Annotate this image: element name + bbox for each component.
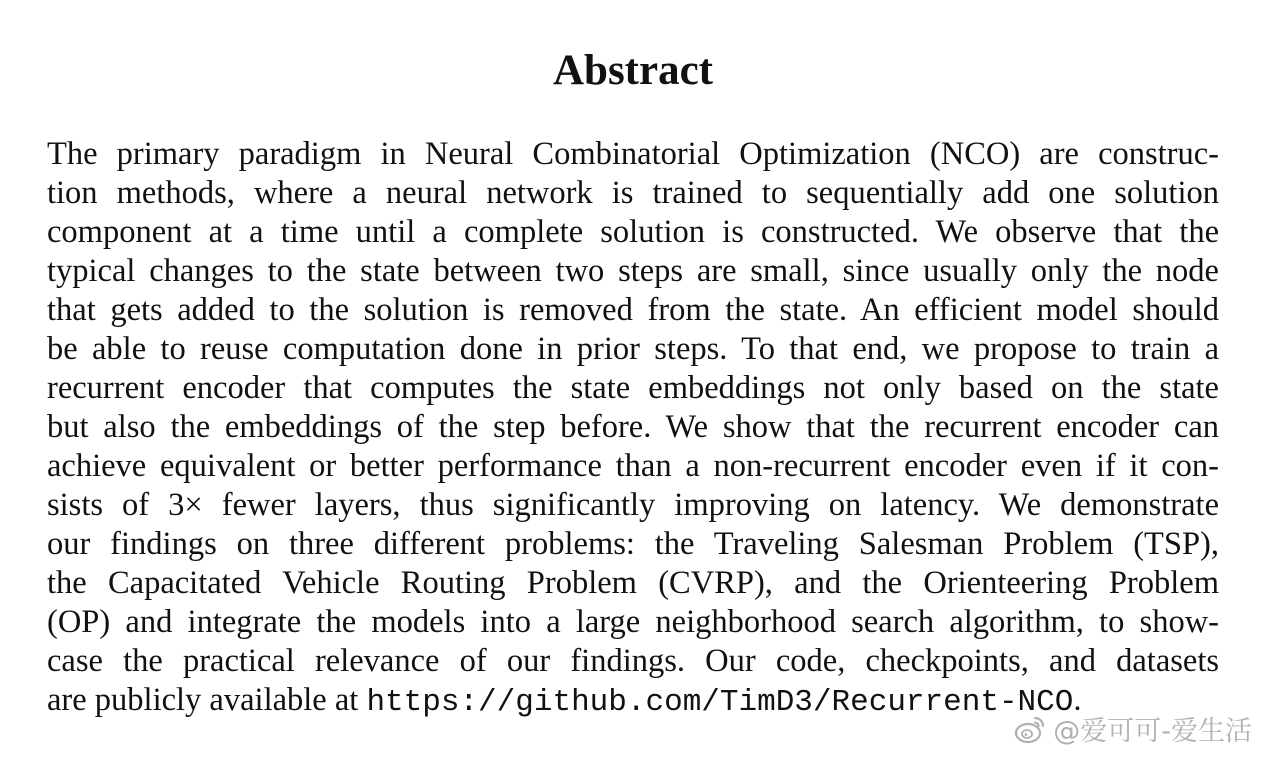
repo-link[interactable]: https://github.com/TimD3/Recurrent-NCO (366, 685, 1074, 720)
abstract-line: (OP) and integrate the models into a large neighborhood search algorithm, to show- (47, 604, 1219, 640)
abstract-line: The primary paradigm in Neural Combinatorial Optimization (NCO) are construc- (47, 136, 1219, 172)
abstract-line: the Capacitated Vehicle Routing Problem (CVRP), and the Orienteering Problem (47, 565, 1219, 601)
weibo-icon (1013, 712, 1047, 746)
abstract-line: be able to reuse computation done in prior steps. To that end, we propose to train a (47, 331, 1219, 367)
section-title: Abstract (552, 47, 713, 94)
watermark-text: @爱可可-爱生活 (1053, 716, 1252, 747)
abstract-line: component at a time until a complete solution is constructed. We observe that the (47, 214, 1219, 250)
abstract-line: recurrent encoder that computes the state embeddings not only based on the state (47, 370, 1219, 406)
last-line-suffix: . (1073, 682, 1082, 718)
abstract-line: achieve equivalent or better performance than a non-recurrent encoder even if it con- (47, 448, 1219, 484)
abstract-line: our findings on three different problems: the Traveling Salesman Problem (TSP), (47, 526, 1219, 562)
abstract-line: but also the embeddings of the step before. We show that the recurrent encoder can (47, 409, 1219, 445)
last-line-prefix: are publicly available at (47, 682, 367, 718)
abstract-line: tion methods, where a neural network is trained to sequentially add one solution (47, 175, 1219, 211)
abstract-line: that gets added to the solution is removed from the state. An efficient model should (47, 292, 1219, 328)
abstract-line: sists of 3× fewer layers, thus significantly improving on latency. We demonstrate (47, 487, 1219, 523)
abstract-line: case the practical relevance of our findings. Our code, checkpoints, and datasets (47, 643, 1219, 679)
abstract-body (47, 135, 1219, 720)
abstract-line: typical changes to the state between two steps are small, since usually only the node (47, 253, 1219, 289)
watermark (1013, 709, 1252, 748)
